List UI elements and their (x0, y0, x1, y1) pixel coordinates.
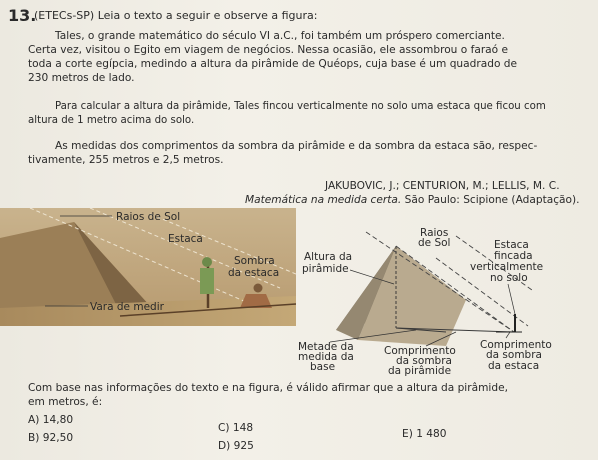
label-estaca-line1: Estaca (494, 239, 529, 251)
option-e[interactable]: E) 1 480 (402, 428, 447, 440)
reference-book (245, 194, 580, 207)
label-estaca: Estaca (168, 233, 203, 245)
label-altura-line2: pirâmide (302, 263, 349, 275)
p1-line-3: toda a corte egípcia, medindo a altura da pirâmide de Quéops, cuja base é um quadrado de (28, 58, 518, 70)
question-number: 13. (8, 6, 37, 25)
label-estaca-line3: verticalmente (470, 261, 544, 273)
label-comp-estaca-line1: Comprimento (480, 339, 552, 351)
label-metade-line2: medida da (298, 351, 354, 363)
label-estaca-line4: no solo (490, 272, 528, 284)
label-sombra-line2: da estaca (228, 267, 280, 279)
reference-title: Matemática na medida certa. (245, 194, 402, 206)
p3-line-1: As medidas dos comprimentos da sombra da pirâmide e da sombra da estaca são, respec- (55, 140, 538, 152)
question-source: (ETECs-SP) Leia o texto a seguir e observe a figura: (34, 9, 318, 22)
label-altura-line1: Altura da (304, 251, 353, 263)
label-vara-de-medir: Vara de medir (90, 301, 164, 313)
pyramid-diagram (296, 228, 592, 378)
option-a[interactable]: A) 14,80 (28, 414, 74, 426)
label-comp-estaca-line3: da estaca (488, 360, 540, 372)
p1-line-1: Tales, o grande matemático do século VI a.C., foi também um próspero comerciante. (55, 30, 505, 42)
p1-line-4: 230 metros de lado. (28, 72, 135, 84)
label-de-sol: de Sol (418, 237, 451, 249)
label-sombra-line1: Sombra (234, 255, 275, 267)
label-raios-de-sol: Raios de Sol (116, 211, 181, 223)
label-comp-piramide-line1: Comprimento (384, 345, 456, 357)
thales-illustration (0, 208, 296, 326)
p3-line-2: tivamente, 255 metros e 2,5 metros. (28, 154, 224, 166)
label-comp-estaca-line2: da sombra (486, 349, 542, 361)
option-b[interactable]: B) 92,50 (28, 432, 74, 444)
option-c[interactable]: C) 148 (218, 422, 254, 434)
label-metade-line3: base (310, 361, 336, 373)
label-estaca-line2: fincada (494, 250, 533, 262)
label-raios: Raios (420, 228, 449, 239)
reference-publisher: São Paulo: Scipione (Adaptação). (401, 194, 580, 206)
p2-line-2: altura de 1 metro acima do solo. (28, 115, 195, 126)
prompt-line-1: Com base nas informações do texto e na figura, é válido afirmar que a altura da pirâmide, (28, 382, 508, 394)
p1-line-2: Certa vez, visitou o Egito em viagem de negócios. Nessa ocasião, ele assombrou o faraó e (28, 44, 509, 56)
label-metade-line1: Metade da (298, 341, 354, 353)
option-d[interactable]: D) 925 (218, 440, 254, 452)
reference-authors: JAKUBOVIC, J.; CENTURION, M.; LELLIS, M. C. (325, 180, 560, 192)
label-comp-piramide-line2: da sombra (396, 355, 452, 367)
label-comp-piramide-line3: da pirâmide (388, 365, 452, 377)
prompt-line-2: em metros, é: (28, 396, 103, 408)
p2-line-1: Para calcular a altura da pirâmide, Tales fincou verticalmente no solo uma estaca que ficou com (55, 101, 546, 112)
